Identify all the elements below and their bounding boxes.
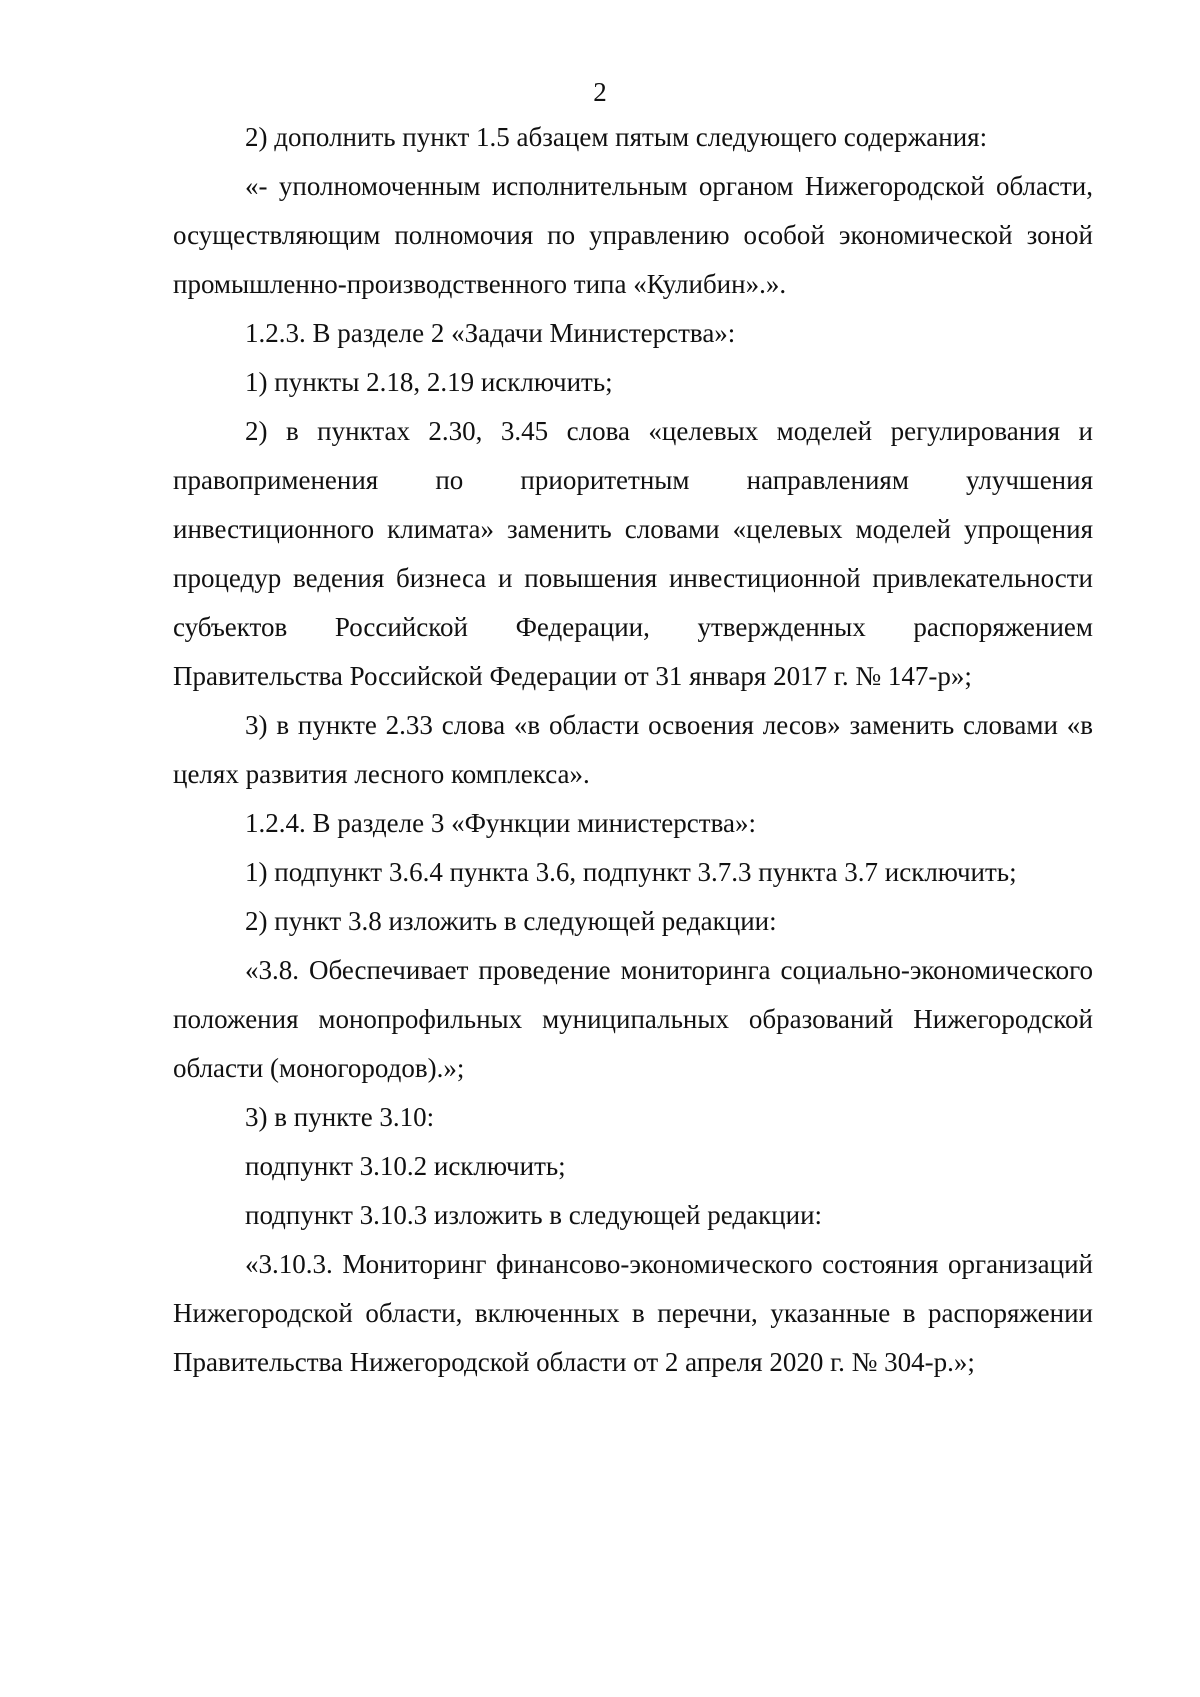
paragraph-replace-target-models: 2) в пунктах 2.30, 3.45 слова «целевых моделей регулирования и правоприменения по приоритетным направлениям улучшения инвестиционного климата» заменить словами «целевых моделей упрощения процедур ведения бизнеса и повышения инвестиционной привлекательности субъектов Российской Федерации, утвержденных распоряжением Правительства Российской Федерации от 31 января 2017 г. № 147-р»; [173, 416, 1093, 691]
paragraph-exclude-3-10-2: подпункт 3.10.2 исключить; [245, 1151, 566, 1181]
page-number: 2 [593, 77, 607, 107]
paragraph-section-1-2-3: 1.2.3. В разделе 2 «Задачи Министерства»: [245, 318, 736, 348]
paragraph-restate-3-10-3: подпункт 3.10.3 изложить в следующей редакции: [245, 1200, 823, 1230]
paragraph-quote-3-10-3: «3.10.3. Мониторинг финансово-экономического состояния организаций Нижегородской области, включенных в перечни, указанные в распоряжении Правительства Нижегородской области от 2 апреля 2020 г. № 304-р.»; [173, 1249, 1093, 1377]
paragraph-point-3-10: 3) в пункте 3.10: [245, 1102, 435, 1132]
paragraph-restate-3-8: 2) пункт 3.8 изложить в следующей редакции: [245, 906, 777, 936]
paragraph-quote-3-8: «3.8. Обеспечивает проведение мониторинга социально-экономического положения монопрофильных муниципальных образований Нижегородской области (моногородов).»; [173, 955, 1093, 1083]
paragraph-quote-authorized-body: «- уполномоченным исполнительным органом Нижегородской области, осуществляющим полномочия по управлению особой экономической зоной промышленно-производственного типа «Кулибин».». [173, 171, 1093, 299]
document-body [173, 113, 1093, 1387]
paragraph-replace-forests: 3) в пункте 2.33 слова «в области освоения лесов» заменить словами «в целях развития лесного комплекса». [173, 710, 1093, 789]
paragraph-exclude-3-6-4-3-7-3: 1) подпункт 3.6.4 пункта 3.6, подпункт 3.7.3 пункта 3.7 исключить; [245, 857, 1017, 887]
paragraph-section-1-2-4: 1.2.4. В разделе 3 «Функции министерства»: [245, 808, 756, 838]
paragraph-amend-1-5: 2) дополнить пункт 1.5 абзацем пятым следующего содержания: [245, 122, 988, 152]
paragraph-exclude-2-18-2-19: 1) пункты 2.18, 2.19 исключить; [245, 367, 613, 397]
